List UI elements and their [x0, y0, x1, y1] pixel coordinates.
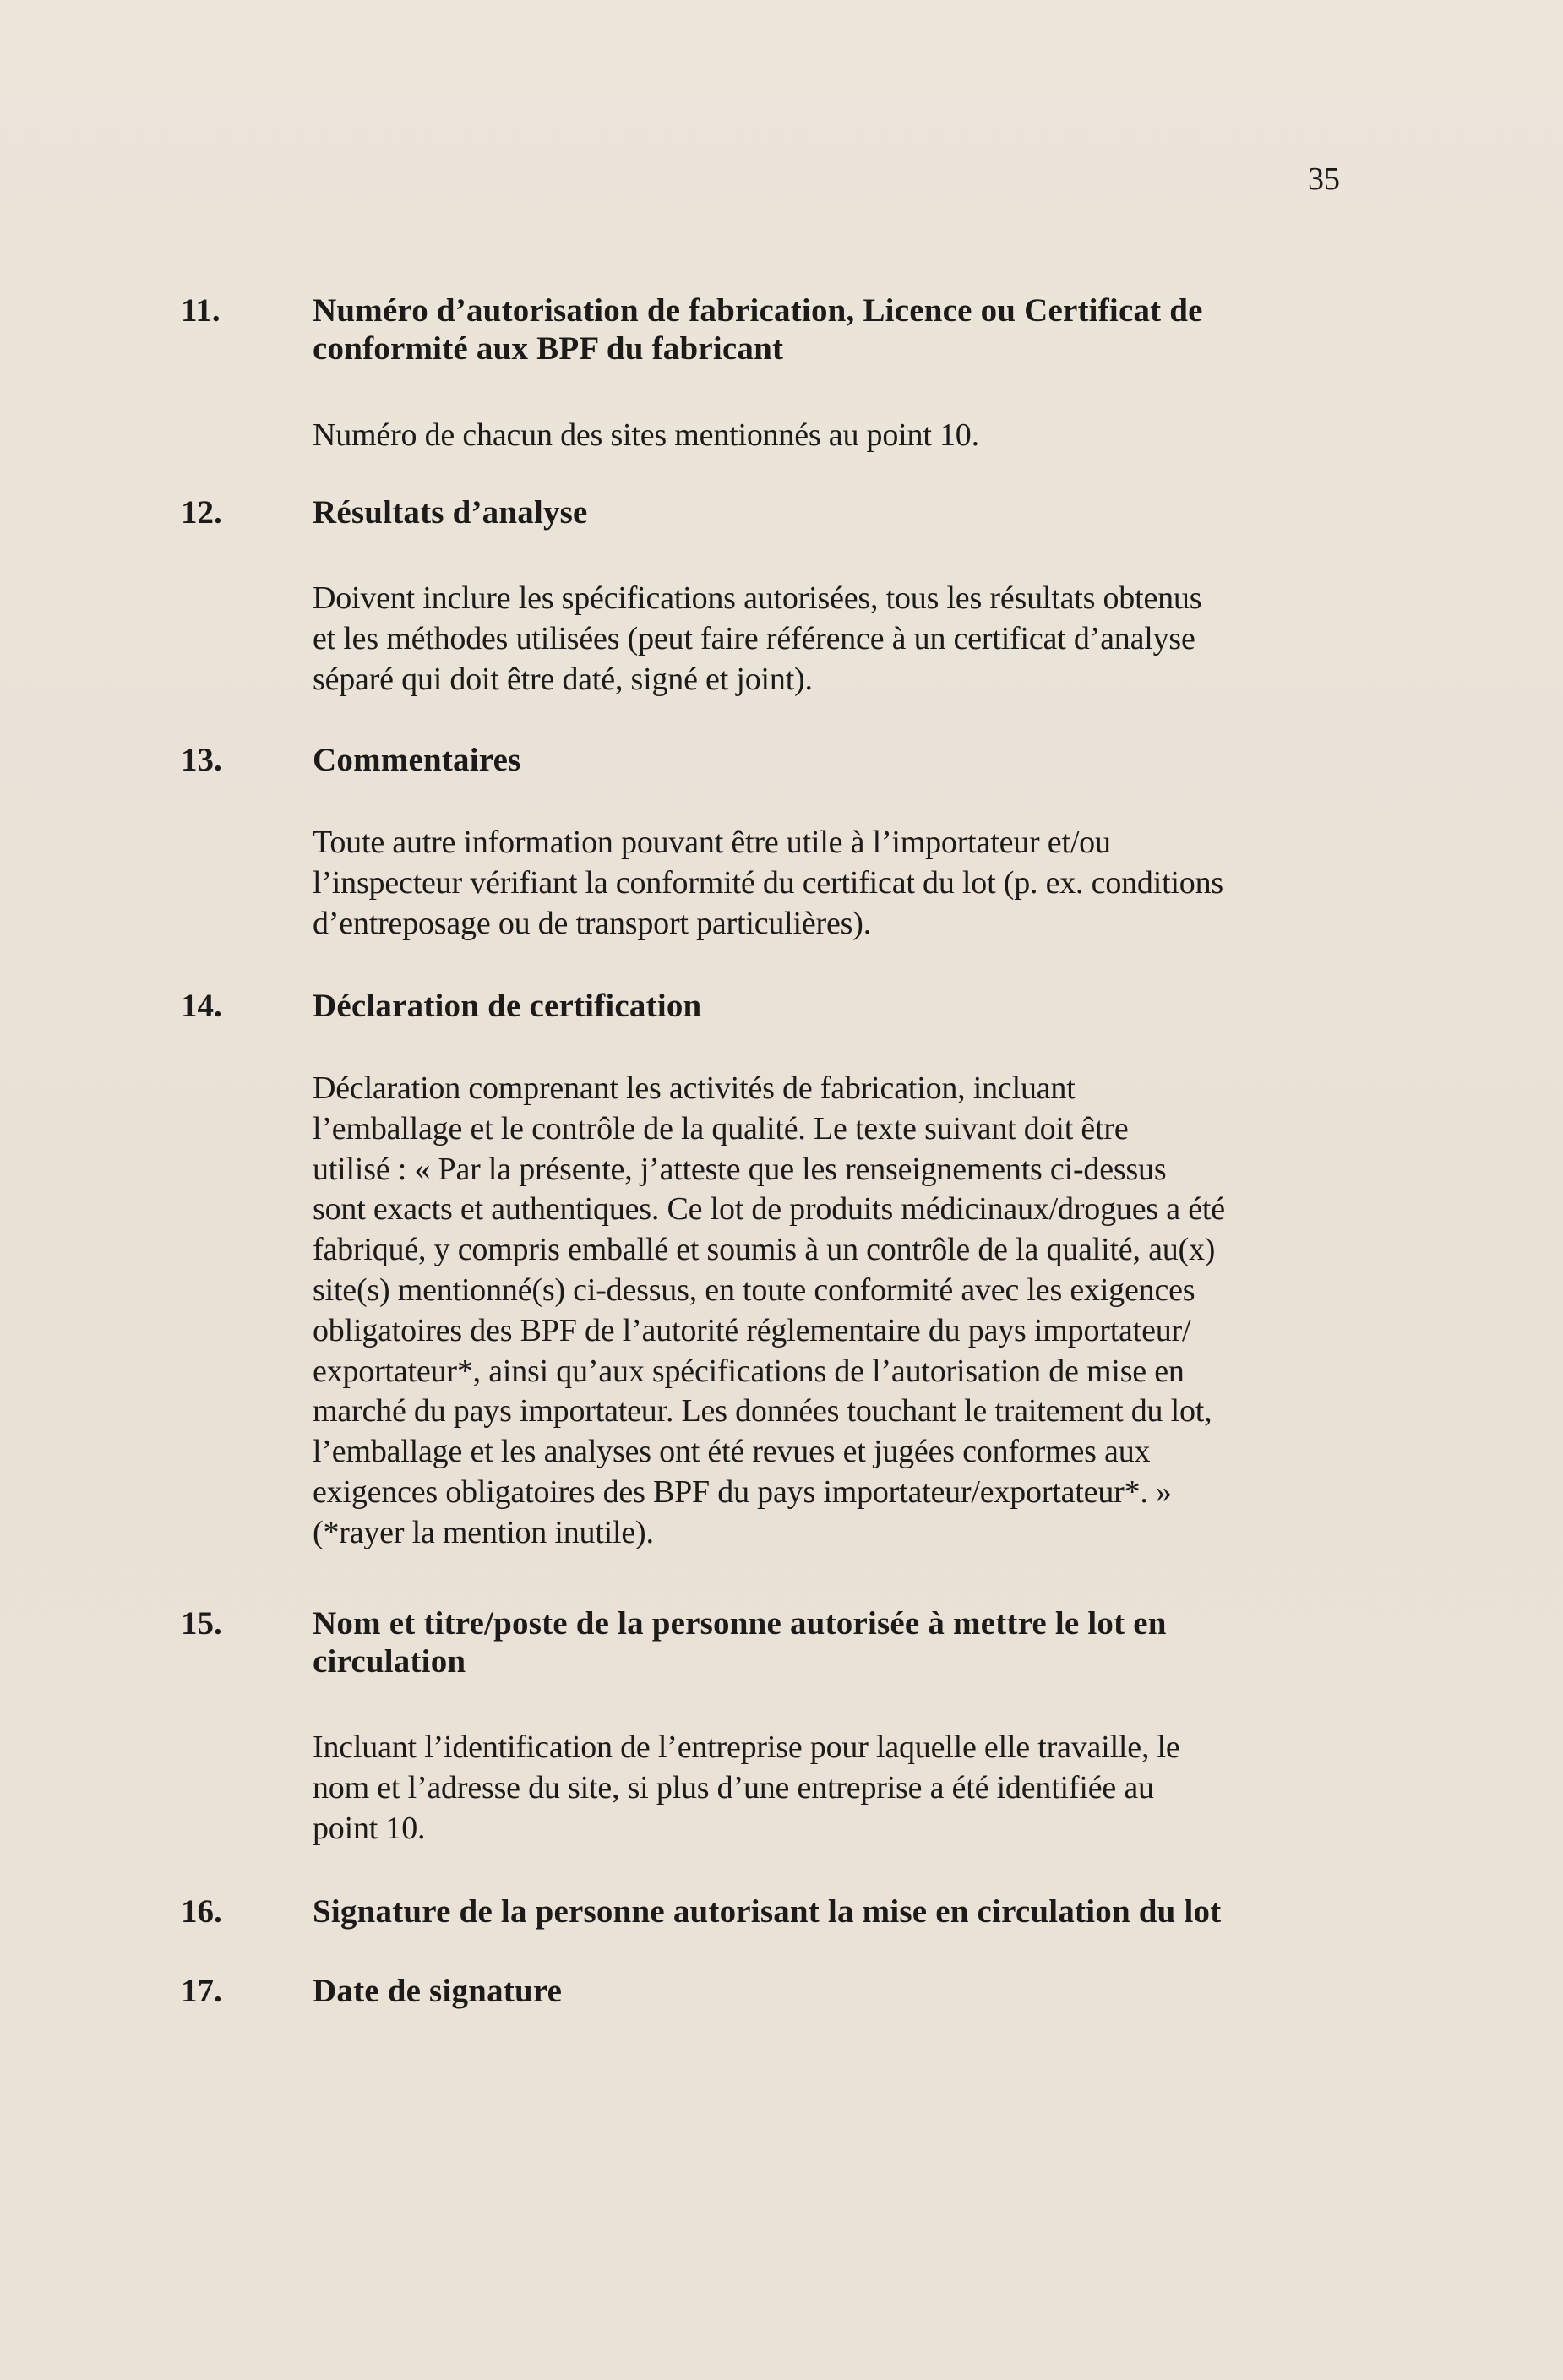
section-number: 11.	[181, 292, 221, 329]
section-title: Résultats d’analyse	[313, 494, 588, 531]
section-body: Toute autre information pouvant être utile à l’importateur et/ou l’inspecteur vérifiant la conformité du certificat du lot (p. ex. conditions d’entreposage ou de transport particulières).	[313, 825, 1223, 941]
section-title: Date de signature	[313, 1973, 563, 2009]
section-title: Commentaires	[313, 742, 521, 778]
section-number: 15.	[181, 1605, 222, 1642]
section-body: Numéro de chacun des sites mentionnés au point 10.	[313, 417, 979, 453]
section-body: Déclaration comprenant les activités de fabrication, incluant l’emballage et le contrôle de la qualité. Le texte suivant doit être utilisé : « Par la présente, j’atteste que les renseignements ci-dessus sont exacts et authentiques. Ce lot de produits médicinaux/drogues a été fabriqué, y compris emballé et soumis à un contrôle de la qualité, au(x) site(s) mentionné(s) ci-dessus, en toute conformité avec les exigences obligatoires des BPF de l’autorité réglementaire du pays importateur/ exportateur*, ainsi qu’aux spécifications de l’autorisation de mise en marché du pays importateur. Les données touchant le traitement du lot, l’emballage et les analyses ont été revues et jugées conformes aux exigences obligatoires des BPF du pays importateur/exportateur*. » (*rayer la mention inutile).	[313, 1070, 1225, 1550]
section-number: 12.	[181, 494, 222, 531]
section-title: Signature de la personne autorisant la mise en circulation du lot	[313, 1893, 1222, 1930]
section-number: 17.	[181, 1973, 222, 2009]
section-number: 13.	[181, 742, 222, 778]
section-body: Incluant l’identification de l’entreprise pour laquelle elle travaille, le nom et l’adresse du site, si plus d’une entreprise a été identifiée au point 10.	[313, 1729, 1180, 1846]
section-title: Numéro d’autorisation de fabrication, Licence ou Certificat de conformité aux BPF du fabricant	[313, 292, 1203, 367]
section-title: Nom et titre/poste de la personne autorisée à mettre le lot en circulation	[313, 1605, 1167, 1680]
page-number: 35	[1308, 161, 1340, 197]
section-title: Déclaration de certification	[313, 988, 702, 1024]
section-number: 16.	[181, 1893, 222, 1930]
section-body: Doivent inclure les spécifications autorisées, tous les résultats obtenus et les méthodes utilisées (peut faire référence à un certificat d’analyse séparé qui doit être daté, signé et joint).	[313, 580, 1202, 697]
section-number: 14.	[181, 988, 222, 1024]
